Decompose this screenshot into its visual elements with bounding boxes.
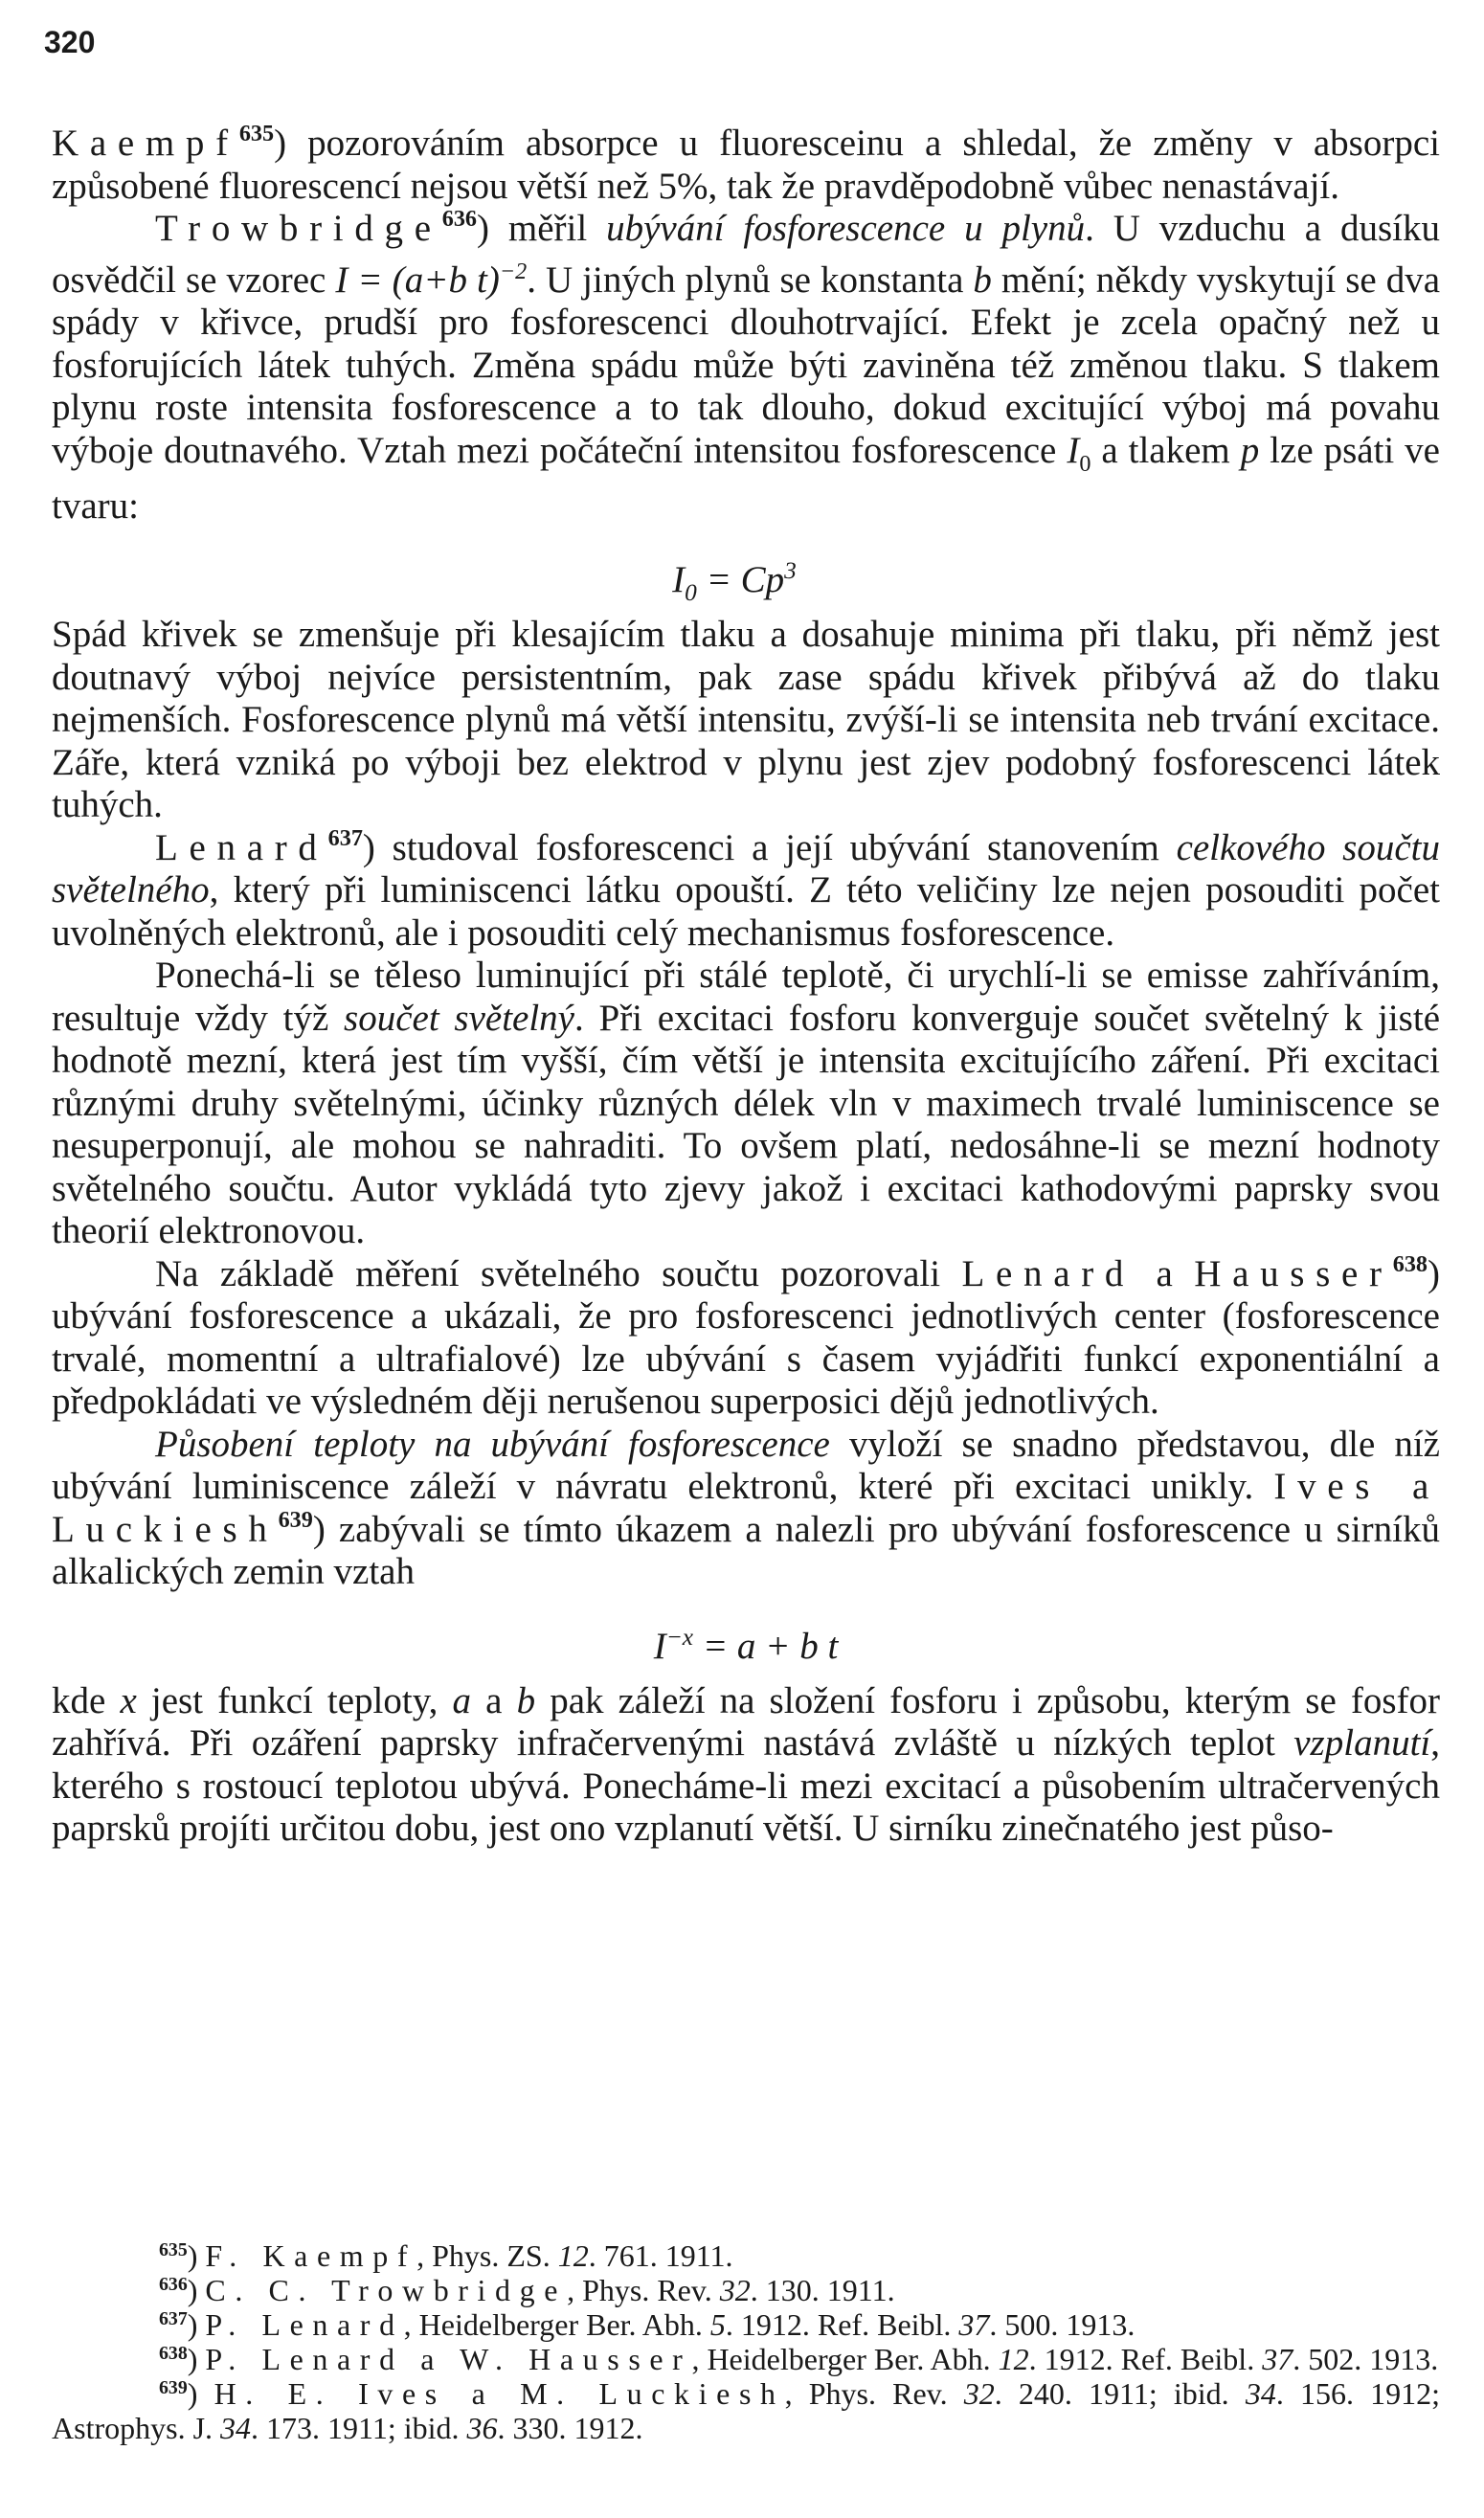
equation-decay-law: $I^{-x} = a + b$ t: [653, 1623, 839, 1667]
paragraph-decay-slope: Spád křivek se zmenšuje při klesajícím tlaku a dosahuje minima při tlaku, při němž jest doutnavý výboj nejvíce persistentním, pak zase spádu křivek přibývá až do tlaku nejmenších. Fosforescence plynů má větší intensitu, zvýší-li se intensita neb trvání excitace. Záře, která vzniká po výboji bez elektrod v plynu jest zjev podobný fosforescenci látek tuhých.: [52, 614, 1440, 826]
equation-intensity-pressure: $I_0 = Cp^3$: [672, 557, 797, 607]
paragraph-infrared: kde x jest funkcí teploty, a a b pak záleží na složení fosforu i způsobu, kterým se fosfor zahřívá. Při ozáření paprsky infračervenými nastává zvláště u nízkých teplot vzplanutí, kterého s rostoucí teplotou ubývá. Ponecháme-li mezi excitací a působením ultračervených paprsků projíti určitou dobu, jest ono vzplanutí větší. U sirníku zinečnatého jest půso-: [52, 1679, 1441, 1850]
paragraph-light-sum: Ponechá-li se těleso luminující při stálé teplotě, či urychlí-li se emisse zahříváním, resultuje vždy týž součet světelný. Při excitaci fosforu konverguje součet světelný k jisté hodnotě mezní, která jest tím vyšší, čím větší je intensita excitujícího záření. Při excitaci různými druhy světelnými, účinky různých délek vln v maximech trvalé luminiscence se nesuperponují, ale mohou se nahraditi. To ovšem platí, nedosáhne-li se mezní hodnoty světelného součtu. Autor vykládá tyto zjevy jakož i excitaci kathodovými paprsky svou theorií elektronovou.: [52, 955, 1441, 1252]
author-name: Lenard: [961, 1252, 1135, 1294]
footnotes: [52, 2238, 1440, 2445]
author-name: Trowbridge: [155, 208, 442, 249]
emphasized-term: Působení teploty na ubývání fosforescence: [155, 1423, 830, 1465]
author-name: Ives a Luckiesh: [52, 1466, 1440, 1550]
paragraph-temperature-effect: Působení teploty na ubývání fosforescence vyloží se snadno představou, dle níž ubývání luminiscence záleží v návratu elektronů, které při excitaci unikly. Ives a Luckiesh$^{639}$) zabývali se tímto úkazem a nalezli pro ubývání fosforescence u sirníků alkalických zemin vztah: [52, 1423, 1440, 1593]
footnote: $^{638}$) P. Lenard a W. Hausser, Heidelberger Ber. Abh. 12. 1912. Ref. Beibl. 37. 502. 1913.: [159, 2342, 1439, 2376]
reference-mark: 638: [1392, 1250, 1428, 1277]
paragraph-lenard-hausser: Na základě měření světelného součtu pozorovali Lenard a Hausser$^{638}$) ubývání fosforescence a ukázali, že pro fosforescenci jednotlivých center (fosforescence trvalé, momentní a ultrafialové) lze ubývání s časem vyjádřiti funkcí exponentiální a předpokládati ve výsledném ději nerušenou superposici dějů jednotlivých.: [52, 1250, 1440, 1423]
paragraph-trowbridge: Trowbridge$^{636}$) měřil ubývání fosforescence u plynů. U vzduchu a dusíku osvědčil se vzorec I = (a+b t)$^{-2}$. U jiných plynů se konstanta b mění; někdy vyskytují se dva spády v křivce, prudší pro fosforescenci dlouhotrvající. Efekt je zcela opačný než u fosforujících látek tuhých. Změna spádu může býti zaviněna též změnou tlaku. S tlakem plynu roste intensita fosforescence a to tak dlouho, dokud excitující výboj má povahu výboje doutnavého. Vztah mezi počáteční intensitou fosforescence $I_0$ a tlakem p lze psáti ve tvaru:: [52, 206, 1441, 527]
reference-mark: 636: [441, 206, 478, 233]
reference-mark: 639: [278, 1506, 313, 1533]
emphasized-term: celkového součtu světelného: [52, 826, 1440, 911]
footnote: $^{636}$) C. C. Trowbridge, Phys. Rev. 32. 130. 1911.: [159, 2273, 895, 2307]
author-name: Kaempf: [52, 123, 239, 164]
emphasized-term: ubývání fosforescence u plynů: [606, 208, 1086, 249]
footnote: $^{639}$) H. E. Ives a M. Luckiesh, Phys. Rev. 32. 240. 1911; ibid. 34. 156. 1912; Astrophys. J. 34. 173. 1911; ibid. 36. 330. 1912.: [52, 2376, 1441, 2445]
paragraph-kaempf: Kaempf$^{635}$) pozorováním absorpce u fluoresceinu a shledal, že změny v absorpci způsobené fluorescencí nejsou větší než 5%, tak že pravděpodobně vůbec nenastávají.: [52, 121, 1440, 207]
paragraph-lenard: Lenard$^{637}$) studoval fosforescenci a její ubývání stanovením celkového součtu světelného, který při luminiscenci látku opouští. Z této veličiny lze nejen posouditi počet uvolněných elektronů, ale i posouditi celý mechanismus fosforescence.: [52, 824, 1440, 954]
author-name: Lenard: [155, 826, 328, 868]
emphasized-term: součet světelný: [344, 997, 574, 1039]
page-number: 320: [44, 25, 96, 59]
body-text: [52, 123, 1440, 1851]
footnote: $^{635}$) F. Kaempf, Phys. ZS. 12. 761. 1911.: [159, 2238, 733, 2273]
inline-formula: I = (a+b t)$^{-2}$: [335, 258, 528, 301]
footnote: $^{637}$) P. Lenard, Heidelberger Ber. Abh. 5. 1912. Ref. Beibl. 37. 500. 1913.: [159, 2307, 1135, 2342]
reference-mark: 637: [327, 824, 363, 851]
emphasized-term: vzplanutí: [1293, 1722, 1431, 1765]
reference-mark: 635: [238, 121, 275, 147]
author-name: Hausser: [1194, 1252, 1393, 1294]
